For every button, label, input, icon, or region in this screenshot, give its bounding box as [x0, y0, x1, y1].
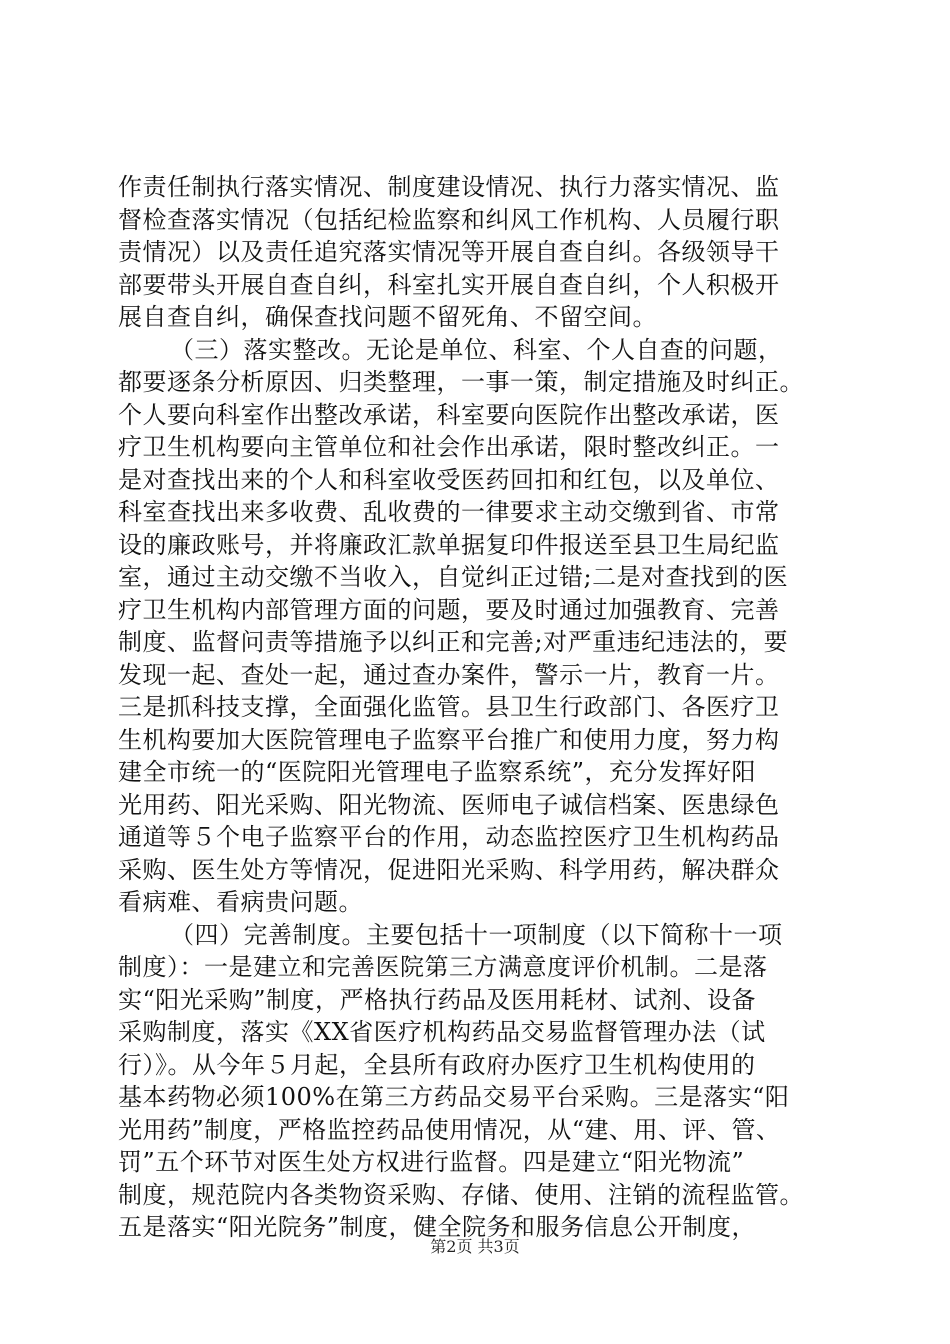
text-line: 采购制度，落实《XX省医疗机构药品交易监督管理办法（试 [118, 1018, 766, 1046]
text-line: 疗卫生机构内部管理方面的问题，要及时通过加强教育、完善 [118, 595, 780, 624]
page-footer [0, 1237, 950, 1257]
text-line: 疗卫生机构要向主管单位和社会作出承诺，限时整改纠正。一 [118, 433, 780, 461]
paragraph-heading-line: （三）落实整改。无论是单位、科室、个人自查的问题， [170, 335, 783, 364]
text-line: 设的廉政账号，并将廉政汇款单据复印件报送至县卫生局纪监 [118, 530, 780, 559]
text-line: 部要带头开展自查自纠，科室扎实开展自查自纠，个人积极开 [118, 270, 780, 299]
page-number-label: 第2页 共3页 [430, 1237, 520, 1256]
text-line: 科室查找出来多收费、乱收费的一律要求主动交缴到省、市常 [118, 498, 780, 526]
text-line: 都要逐条分析原因、归类整理，一事一策，制定措施及时纠正。 [118, 368, 804, 396]
paragraph-heading-line: （四）完善制度。主要包括十一项制度（以下简称十一项 [170, 920, 783, 949]
text-line: 是对查找出来的个人和科室收受医药回扣和红包，以及单位、 [118, 465, 780, 494]
text-line: 光用药、阳光采购、阳光物流、医师电子诚信档案、医患绿色 [118, 790, 780, 819]
text-line: 五是落实“阳光院务”制度，健全院务和服务信息公开制度， [118, 1213, 757, 1241]
text-line: 室，通过主动交缴不当收入，自觉纠正过错;二是对查找到的医 [118, 563, 789, 591]
text-line: 罚”五个环节对医生处方权进行监督。四是建立“阳光物流” [118, 1148, 745, 1176]
text-line: 个人要向科室作出整改承诺，科室要向医院作出整改承诺，医 [118, 400, 780, 429]
text-line: 责情况）以及责任追究落实情况等开展自查自纠。各级领导干 [118, 238, 780, 266]
text-line: 展自查自纠，确保查找问题不留死角、不留空间。 [118, 303, 657, 331]
text-line: 三是抓科技支撑，全面强化监管。县卫生行政部门、各医疗卫 [118, 693, 780, 721]
document-body [118, 171, 848, 1244]
text-line: 光用药”制度，严格监控药品使用情况，从“建、用、评、管、 [118, 1115, 781, 1144]
text-line: 建全市统一的“医院阳光管理电子监察系统”，充分发挥好阳 [118, 758, 757, 786]
text-line: 督检查落实情况（包括纪检监察和纠风工作机构、人员履行职 [118, 205, 780, 234]
text-line: 发现一起、查处一起，通过查办案件，警示一片，教育一片。 [118, 660, 780, 689]
text-line: 作责任制执行落实情况、制度建设情况、执行力落实情况、监 [118, 173, 780, 201]
text-line: 实“阳光采购”制度，严格执行药品及医用耗材、试剂、设备 [118, 985, 757, 1014]
text-line: 行）》。从今年５月起，全县所有政府办医疗卫生机构使用的 [118, 1050, 756, 1079]
text-line: 看病难、看病贵问题。 [118, 888, 363, 916]
text-line: 制度，规范院内各类物资采购、存储、使用、注销的流程监管。 [118, 1180, 804, 1209]
text-line: 生机构要加大医院管理电子监察平台推广和使用力度，努力构 [118, 725, 780, 754]
text-line: 制度、监督问责等措施予以纠正和完善;对严重违纪违法的，要 [118, 628, 789, 656]
text-line: 通道等５个电子监察平台的作用，动态监控医疗卫生机构药品 [118, 823, 780, 851]
text-line: 制度）：一是建立和完善医院第三方满意度评价机制。二是落 [118, 953, 768, 981]
text-line: 采购、医生处方等情况，促进阳光采购、科学用药，解决群众 [118, 855, 780, 884]
text-line: 基本药物必须100%在第三方药品交易平台采购。三是落实“阳 [118, 1083, 790, 1111]
